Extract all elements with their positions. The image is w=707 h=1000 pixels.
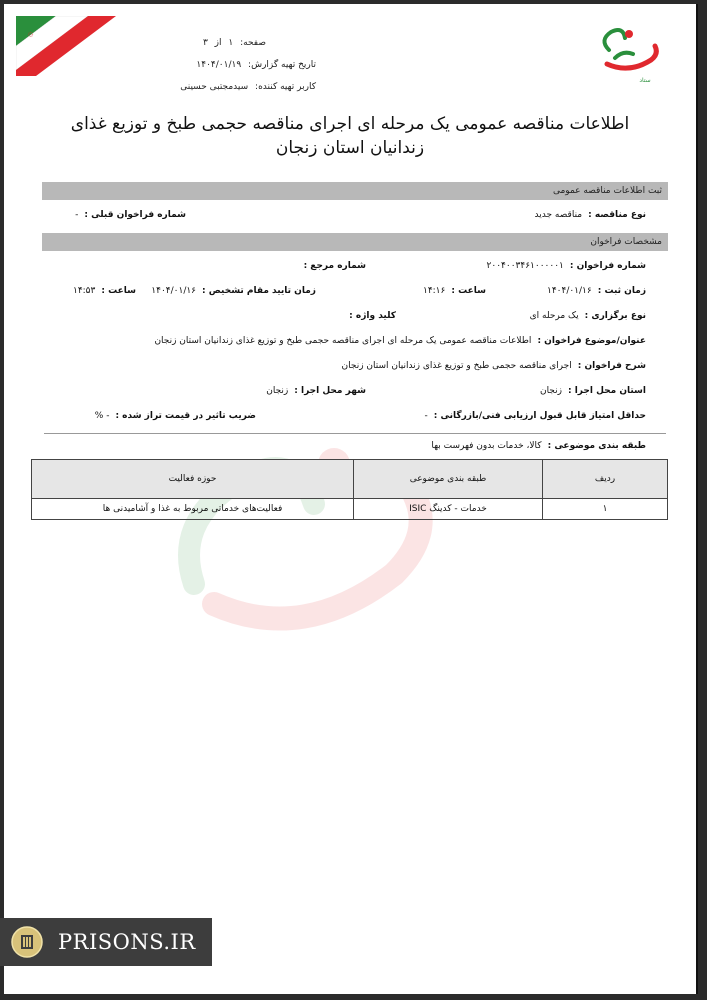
reg-hour-label: ساعت : bbox=[451, 286, 486, 296]
tender-type-value: مناقصه جدید bbox=[534, 210, 583, 220]
keyword-field bbox=[343, 311, 396, 321]
call-number-value: ۲۰۰۴۰۰۳۴۶۱۰۰۰۰۰۱ bbox=[486, 261, 564, 271]
province-label: استان محل اجرا : bbox=[567, 386, 646, 396]
city-value: زنجان bbox=[266, 386, 289, 396]
subject-value: اطلاعات مناقصه عمومی یک مرحله ای اجرای مناقصه حجمی طبخ و توزیع غذای زندانیان استان زنجان bbox=[154, 336, 532, 346]
page-current: ۱ bbox=[228, 38, 234, 48]
description-label: شرح فراخوان : bbox=[577, 361, 646, 371]
holding-type-label: نوع برگزاری : bbox=[584, 311, 646, 321]
prisons-site-text: PRISONS.IR bbox=[58, 930, 196, 954]
city-field bbox=[266, 386, 366, 396]
prev-call-value: - bbox=[75, 210, 79, 220]
impact-label: ضریب تاثیر در قیمت تراز شده : bbox=[115, 411, 256, 421]
reg-hour-value: ۱۴:۱۶ bbox=[422, 286, 446, 296]
min-score-field bbox=[425, 411, 646, 421]
ref-number-field bbox=[298, 261, 366, 271]
report-date-value: ۱۴۰۴/۰۱/۱۹ bbox=[196, 60, 242, 70]
logo-text: ستاد bbox=[639, 77, 651, 84]
impact-value: - % bbox=[94, 411, 110, 421]
tender-type-label: نوع مناقصه : bbox=[588, 210, 646, 220]
holding-type-field bbox=[530, 311, 646, 321]
classification-label: طبقه بندی موضوعی : bbox=[547, 441, 646, 451]
page-number bbox=[199, 38, 266, 48]
subject-label: عنوان/موضوع فراخوان : bbox=[537, 336, 646, 346]
page-of: از bbox=[214, 38, 222, 48]
call-number-field bbox=[487, 261, 646, 271]
ref-number-label: شماره مرجع : bbox=[303, 261, 366, 271]
subject-field bbox=[154, 336, 646, 346]
classification-field bbox=[431, 441, 646, 451]
document-page bbox=[4, 4, 698, 994]
iran-flag-ribbon bbox=[16, 16, 116, 76]
reg-time-label: زمان ثبت : bbox=[597, 286, 646, 296]
table-row bbox=[32, 499, 668, 520]
prisons-emblem-icon bbox=[10, 925, 44, 959]
approval-hour-value: ۱۴:۵۳ bbox=[72, 286, 96, 296]
activity-table bbox=[31, 459, 668, 520]
reg-time-value: ۱۴۰۴/۰۱/۱۶ bbox=[546, 286, 592, 296]
header-classification: طبقه بندی موضوعی bbox=[354, 460, 543, 499]
province-value: زنجان bbox=[539, 386, 562, 396]
province-field bbox=[540, 386, 646, 396]
reg-time-field bbox=[547, 286, 646, 296]
setad-logo bbox=[589, 20, 669, 100]
tender-type-field bbox=[535, 210, 646, 220]
classification-value: کالا، خدمات بدون فهرست بها bbox=[431, 441, 542, 451]
page-label: صفحه: bbox=[240, 38, 266, 48]
keyword-label: کلید واژه : bbox=[349, 311, 396, 321]
prisons-watermark bbox=[0, 918, 212, 966]
section-heading-general: ثبت اطلاعات مناقصه عمومی bbox=[42, 182, 668, 200]
approval-time-label: زمان تایید مقام تشخیص : bbox=[202, 286, 316, 296]
prev-call-label: شماره فراخوان قبلی : bbox=[84, 210, 186, 220]
holding-type-value: یک مرحله ای bbox=[529, 311, 579, 321]
approval-hour-label: ساعت : bbox=[101, 286, 136, 296]
preparer bbox=[176, 82, 316, 92]
description-value: اجرای مناقصه حجمی طبخ و توزیع غذای زندانیان استان زنجان bbox=[341, 361, 572, 371]
min-score-value: - bbox=[424, 411, 428, 421]
approval-time-field bbox=[151, 286, 316, 296]
description-field bbox=[342, 361, 646, 371]
cell-activity-area: فعالیت‌های خدماتی مربوط به غذا و آشامیدنی ها bbox=[32, 499, 354, 520]
page-total: ۳ bbox=[202, 38, 208, 48]
call-number-label: شماره فراخوان : bbox=[569, 261, 646, 271]
preparer-name: سیدمجتبی حسینی bbox=[180, 82, 249, 92]
cell-row-number: ۱ bbox=[543, 499, 668, 520]
report-date-label: تاریخ تهیه گزارش: bbox=[248, 60, 316, 70]
header-activity-area: حوزه فعالیت bbox=[32, 460, 354, 499]
approval-time-value: ۱۴۰۴/۰۱/۱۶ bbox=[151, 286, 197, 296]
min-score-label: حداقل امتیاز قابل قبول ارزیابی فنی/بازرگانی : bbox=[433, 411, 646, 421]
table-header-row bbox=[32, 460, 668, 499]
section-heading-call: مشخصات فراخوان bbox=[42, 233, 668, 251]
approval-hour-field bbox=[73, 286, 136, 296]
preparer-label: کاربر تهیه کننده: bbox=[255, 82, 316, 92]
city-label: شهر محل اجرا : bbox=[294, 386, 366, 396]
setad-watermark-logo bbox=[154, 404, 454, 644]
prev-call-field bbox=[75, 210, 186, 220]
header-row-number: ردیف bbox=[543, 460, 668, 499]
svg-text:۞: ۞ bbox=[28, 29, 34, 39]
page-title: اطلاعات مناقصه عمومی یک مرحله ای اجرای مناقصه حجمی طبخ و توزیع غذای زندانیان استان زنجان bbox=[70, 114, 630, 158]
reg-hour-field bbox=[423, 286, 486, 296]
cell-classification: خدمات - کدینگ ISIC bbox=[354, 499, 543, 520]
report-date bbox=[192, 60, 316, 70]
